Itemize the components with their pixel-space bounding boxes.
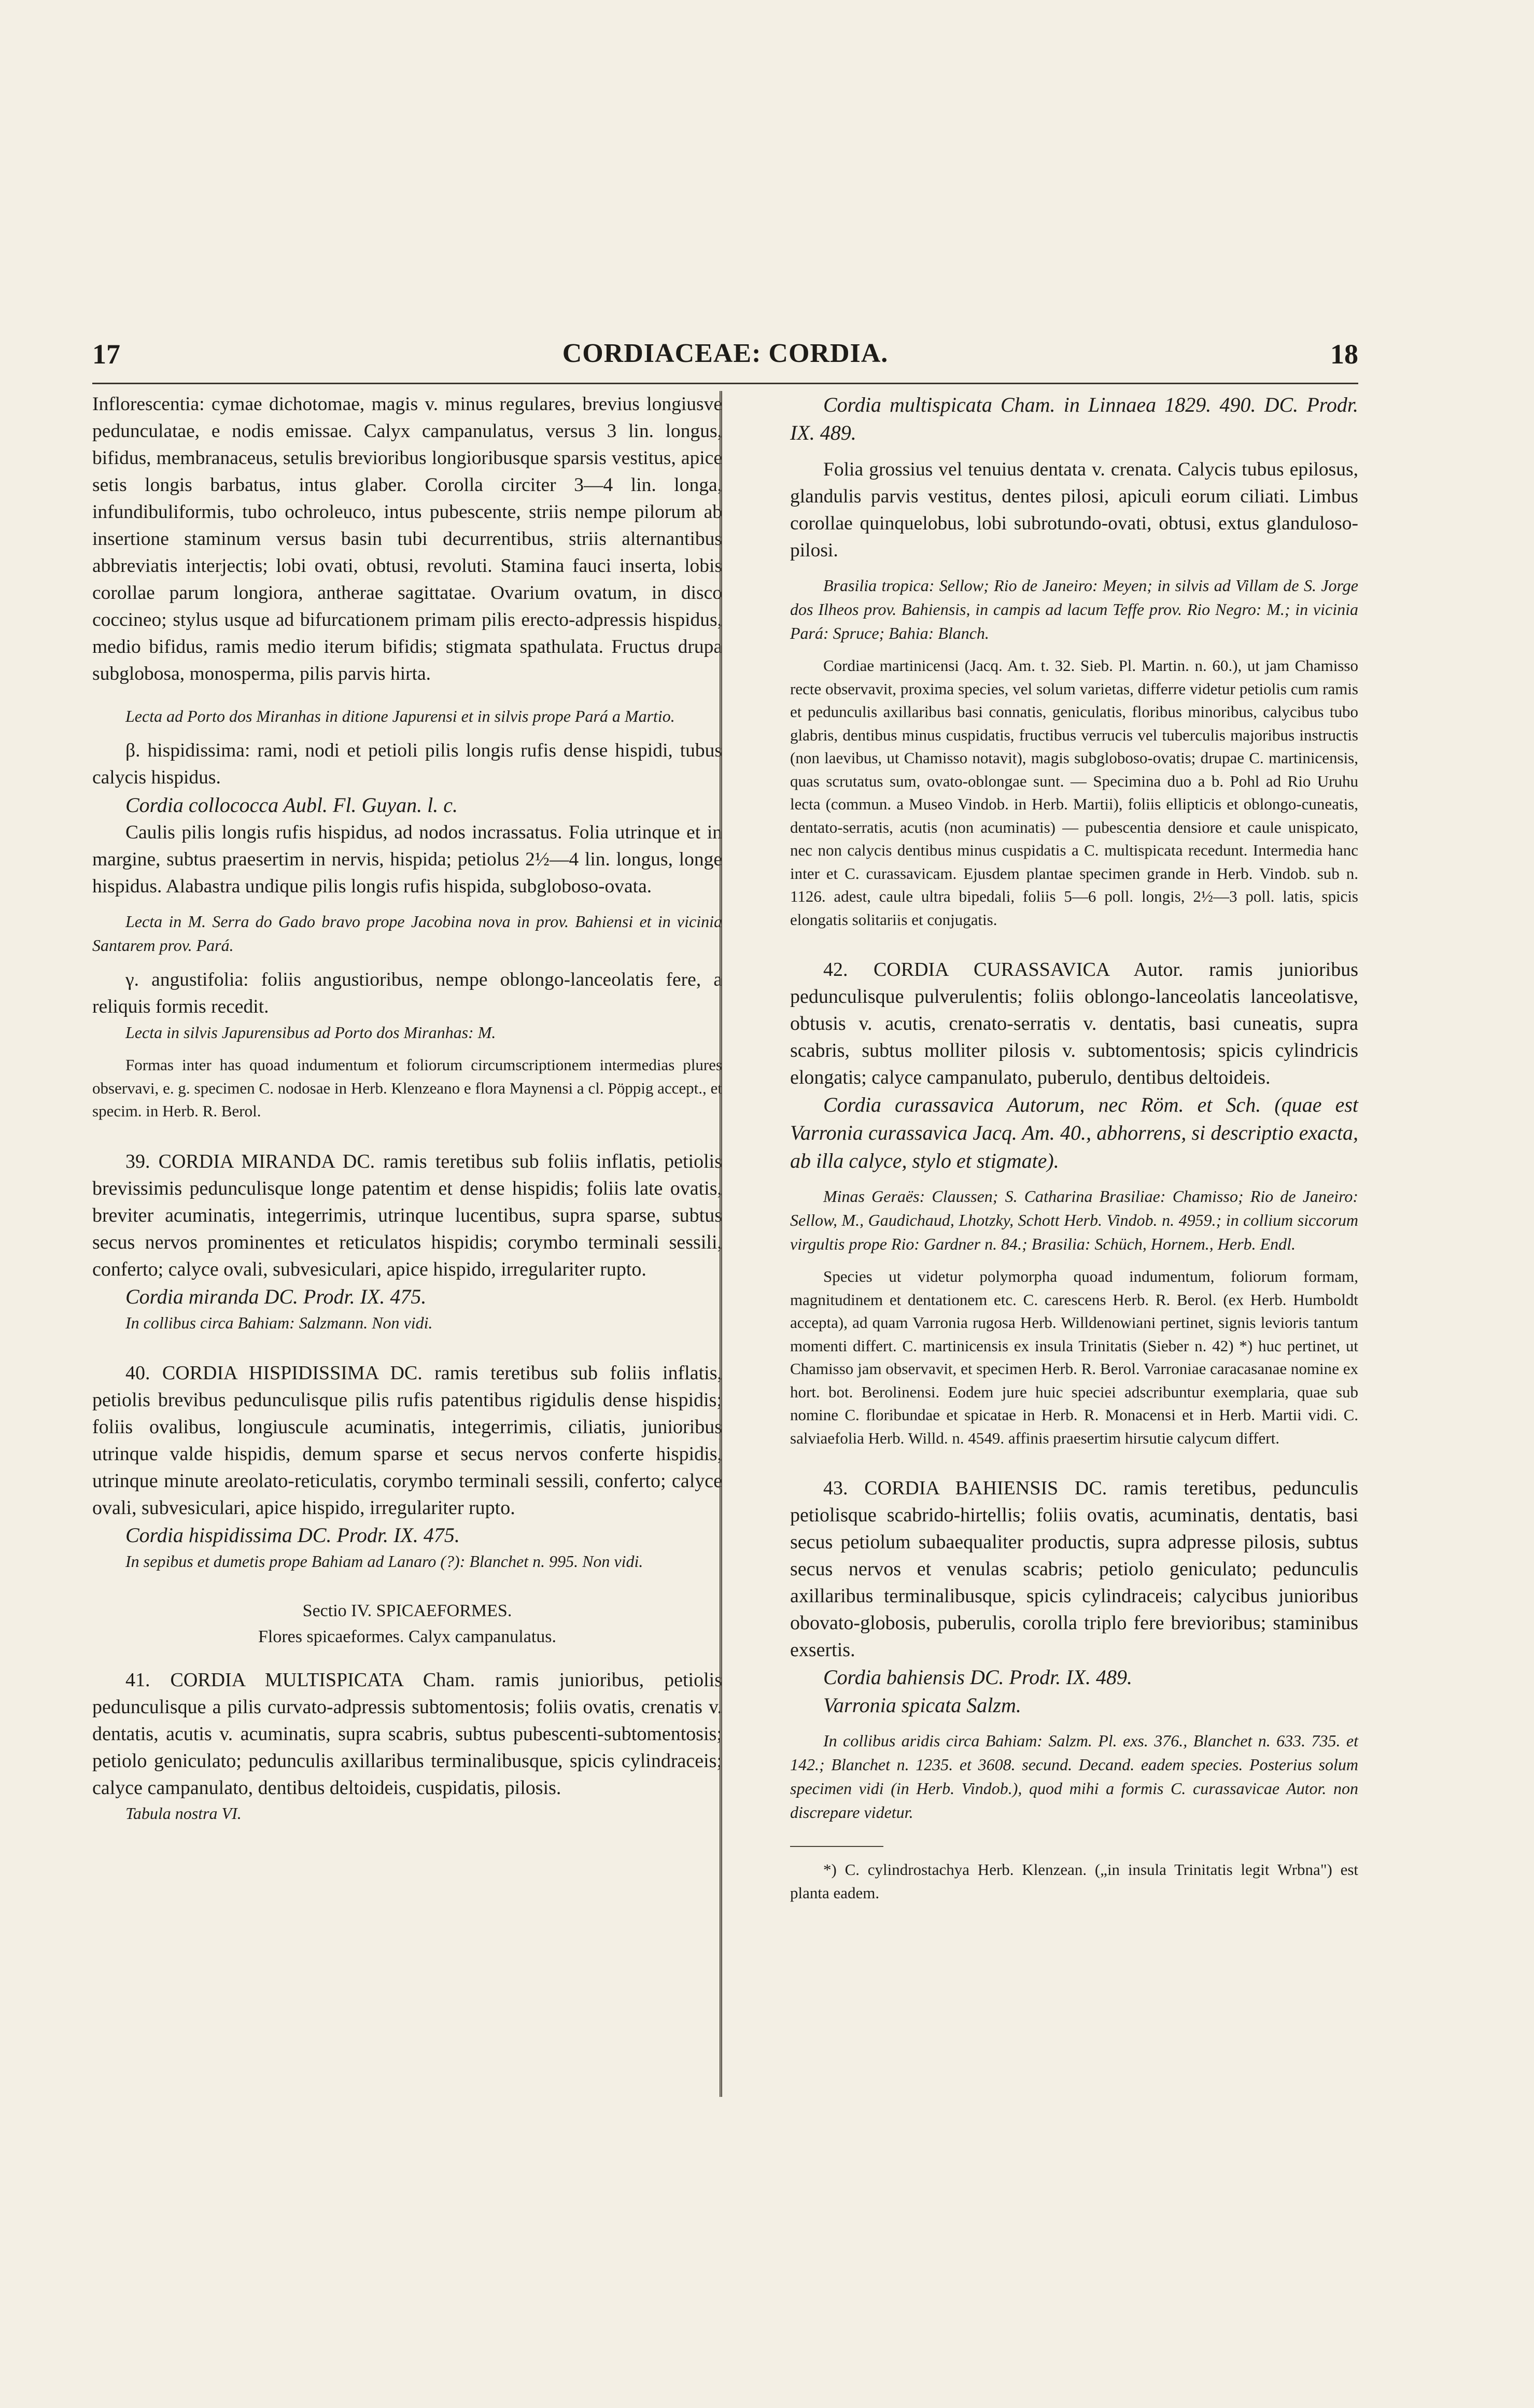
species-41-citation: Cordia multispicata Cham. in Linnaea 1829. 490. DC. Prodr. IX. 489. <box>790 393 1358 444</box>
variety-beta: β. hispidissima: rami, nodi et petioli pilis longis rufis dense hispidi, tubus calycis hispidus. <box>92 740 722 788</box>
species-40-locality: In sepibus et dumetis prope Bahiam ad Lanaro (?): Blanchet n. 995. Non vidi. <box>125 1551 643 1571</box>
variety-gamma: γ. angustifolia: foliis angustioribus, nempe oblongo-lanceolatis fere, a reliquis formis recedit. <box>92 969 722 1017</box>
species-43-locality: In collibus aridis circa Bahiam: Salzm. Pl. exs. 376., Blanchet n. 633. 735. et 142.; Blanchet n. 1235. et 3608. secund. Decand. eadem species. Posterius solum specimen vidi (in Herb. Vindob.), quod mihi a formis C. curassavicae Autor. non discrepare videtur. <box>790 1731 1358 1822</box>
page-number-left: 17 <box>92 339 120 370</box>
section-heading: Sectio IV. SPICAEFORMES. <box>302 1601 512 1620</box>
header-rule <box>92 383 1358 384</box>
species-43: 43. CORDIA BAHIENSIS DC. ramis teretibus, pedunculis petiolisque scabrido-hirtellis; foliis ovatis, acuminatis, dentatis, basi secus petiolum subaequaliter productis, supra adpresse pilosis, subtus secus nervos et venulas scabris; petiolo geniculato; pedunculis axillaribus terminalibusque, spicis cylindraceis; calycibus junioribus obovato-globosis, puberulis, corolla triplo fere brevioribus; staminibus exsertis. <box>790 1477 1358 1661</box>
species-41-description: Folia grossius vel tenuius dentata v. crenata. Calycis tubus epilosus, glandulis parvis vestitus, dentes pilosi, apiculi eorum ciliati. Limbus corollae quinquelobus, lobi subrotundo-ovati, obtusi, extus glanduloso-pilosi. <box>790 459 1358 561</box>
species-42-note: Species ut videtur polymorpha quoad indumentum, foliorum formam, magnitudinem et dentationem etc. C. carescens Herb. R. Berol. (ex Herb. Humboldt accepta), ad quam Varronia rugosa Herb. Willdenowiani pertinet, signis levioris tantum momenti differt. C. martinicensis ex insula Trinitatis (Sieber n. 42) *) huc pertinet, ut Chamisso jam observavit, et specimen Herb. R. Berol. Varroniae caracasanae nomine ex hort. bot. Berolinensi. Eodem jure huic speciei adscribuntur exemplaria, quae sub nomine C. floribundae et spicatae in Herb. R. Monacensi et in Herb. Martii vidi. C. salviaefolia Herb. Willd. n. 4549. affinis praesertim hirsutie calycum differt. <box>790 1267 1358 1447</box>
variety-beta-synonym: Cordia collococca Aubl. Fl. Guyan. l. c. <box>125 793 458 817</box>
species-40-citation: Cordia hispidissima DC. Prodr. IX. 475. <box>125 1523 460 1547</box>
species-41-locality: Brasilia tropica: Sellow; Rio de Janeiro: Meyen; in silvis ad Villam de S. Jorge dos Ilheos prov. Bahiensis, in campis ad lacum Teffe prov. Rio Negro: M.; in vicinia Pará: Spruce; Bahia: Blanch. <box>790 576 1358 642</box>
species-39: 39. CORDIA MIRANDA DC. ramis teretibus sub foliis inflatis, petiolis brevissimis pedunculisque longe patentim et dense hispidis; foliis late ovatis, breviter acuminatis, integerrimis, utrinque lucentibus, supra sparse, subtus secus nervos prominentes et reticulatos hispidis; corymbo terminali sessili, conferto; calyce ovali, subvesiculari, apice hispido, irregulariter rupto. <box>92 1150 722 1280</box>
species-40: 40. CORDIA HISPIDISSIMA DC. ramis teretibus sub foliis inflatis, petiolis brevibus pedunculisque pilis rufis patentibus rigidulis dense hispidis; foliis ovalibus, longiuscule acuminatis, integerrimis, ciliatis, junioribus utrinque valde hispidis, demum sparse et secus nervos conferte hispidis, utrinque minute areolato-reticulatis, corymbo terminali sessili, conferto; calyce ovali, subvesiculari, apice hispido, irregulariter rupto. <box>92 1362 722 1519</box>
locality-martius: Lecta ad Porto dos Miranhas in ditione Japurensi et in silvis prope Pará a Martio. <box>125 707 675 725</box>
footnote: *) C. cylindrostachya Herb. Klenzean. („in insula Trinitatis legit Wrbna") est planta eadem. <box>790 1860 1358 1902</box>
column-divider <box>720 391 722 2097</box>
page-number-right: 18 <box>1330 339 1358 370</box>
species-39-locality: In collibus circa Bahiam: Salzmann. Non vidi. <box>125 1313 433 1332</box>
species-39-citation: Cordia miranda DC. Prodr. IX. 475. <box>125 1284 427 1308</box>
species-42: 42. CORDIA CURASSAVICA Autor. ramis junioribus pedunculisque pulverulentis; foliis oblongo-lanceolatis lanceolatisve, obtusis v. acutis, crenato-serratis v. dentatis, basi cuneatis, supra scabris, subtus molliter pilosis v. subtomentosis; spicis cylindricis elongatis; calyce campanulato, puberulo, dentibus deltoideis. <box>790 959 1358 1088</box>
locality-jacobina: Lecta in M. Serra do Gado bravo prope Jacobina nova in prov. Bahiensi et in vicinia Santarem prov. Pará. <box>92 912 722 955</box>
page-header <box>92 338 1358 380</box>
locality-japura: Lecta in silvis Japurensibus ad Porto dos Miranhas: M. <box>125 1023 496 1042</box>
species-42-locality: Minas Geraës: Claussen; S. Catharina Brasiliae: Chamisso; Rio de Janeiro: Sellow, M., Gaudichaud, Lhotzky, Schott Herb. Vindob. n. 4959.; in collium siccorum virgultis prope Rio: Gardner n. 84.; Brasilia: Schüch, Hornem., Herb. Endl. <box>790 1187 1358 1253</box>
variety-beta-description: Caulis pilis longis rufis hispidus, ad nodos incrassatus. Folia utrinque et in margine, subtus praesertim in nervis, hispida; petiolus 2½—4 lin. longus, longe hispidus. Alabastra undique pilis longis rufis hispida, subgloboso-ovata. <box>92 822 722 897</box>
inflorescence-description: Inflorescentia: cymae dichotomae, magis v. minus regulares, brevius longiusve pedunculatae, e nodis emissae. Calyx campanulatus, versus 3 lin. longus, bifidus, membranaceus, setulis brevioribus longioribusque sparsis vestitus, apice setis longis barbatus, intus glaber. Corolla circiter 3—4 lin. longa, infundibuliformis, tubo ochroleuco, intus pubescente, striis nempe pilorum ab insertione staminum versus basin tubi decurrentibus, striis alternantibus abbreviatis interjectis; lobi ovati, obtusi, revoluti. Stamina fauci inserta, lobis corollae parum longiora, antherae sagittatae. Ovarium ovatum, in disco coccineo; stylus usque ad bifurcationem primam pilis erecto-adpressis hispidus, medio bifidus, ramis medio iterum bifidis; stigmata spathulata. Fructus drupa subglobosa, monosperma, pilis parvis hirta. <box>92 394 722 684</box>
left-column <box>92 391 722 1825</box>
species-42-citation: Cordia curassavica Autorum, nec Röm. et Sch. (quae est Varronia curassavica Jacq. Am. 40., abhorrens, si descriptio exacta, ab illa calyce, stylo et stigmate). <box>790 1093 1358 1172</box>
note-intermediate-forms: Formas inter has quoad indumentum et foliorum circumscriptionem intermedias plures observavi, e. g. specimen C. nodosae in Herb. Klenzeano e flora Maynensi a cl. Pöppig accept., et specim. in Herb. R. Berol. <box>92 1056 722 1120</box>
species-41-note: Cordiae martinicensi (Jacq. Am. t. 32. Sieb. Pl. Martin. n. 60.), ut jam Chamisso recte observavit, proxima species, vel solum varietas, differre videtur petiolis cum ramis et pedunculis axillaribus basi connatis, geniculatis, floribus minoribus, calycibus tubo glabris, dentibus minus cuspidatis, fructibus verrucis vel tuberculis majoribus instructis (non laevibus, ut Chamisso notavit), magis subgloboso-ovatis; drupae C. martinicensis, quas scrutatus sum, ovato-oblongae sunt. — Specimina duo a b. Pohl ad Rio Uruhu lecta (commun. a Museo Vindob. in Herb. Martii), foliis ellipticis et oblongo-cuneatis, dentato-serratis, acutis (non acuminatis) — pubescentia densiore et caule unispicato, nec non calycis dentibus minus cuspidatis a C. multispicata recedunt. Intermedia hanc inter et C. curassavicam. Ejusdem plantae specimen grande in Herb. Vindob. sub n. 1126. adest, caule ultra bipedali, foliis 5—6 poll. longis, 2½—3 poll. latis, spicis elongatis solitariis et conjugatis. <box>790 656 1358 929</box>
footnote-rule <box>790 1846 883 1847</box>
right-column <box>790 391 1358 1905</box>
running-title: CORDIACEAE: CORDIA. <box>562 339 889 368</box>
section-description: Flores spicaeformes. Calyx campanulatus. <box>258 1627 556 1646</box>
species-41: 41. CORDIA MULTISPICATA Cham. ramis junioribus, petiolis pedunculisque a pilis curvato-adpressis subtomentosis; foliis ovatis, crenatis v. dentatis, acutis v. acuminatis, supra scabris, subtus pubescenti-subtomentosis; petiolo geniculato; pedunculis axillaribus terminalibusque, spicis cylindraceis; calyce campanulato, dentibus deltoideis, cuspidatis, pilosis. <box>92 1669 722 1799</box>
plate-reference: Tabula nostra VI. <box>125 1803 242 1823</box>
species-43-synonym: Varronia spicata Salzm. <box>823 1693 1021 1717</box>
species-43-citation: Cordia bahiensis DC. Prodr. IX. 489. <box>823 1665 1132 1689</box>
